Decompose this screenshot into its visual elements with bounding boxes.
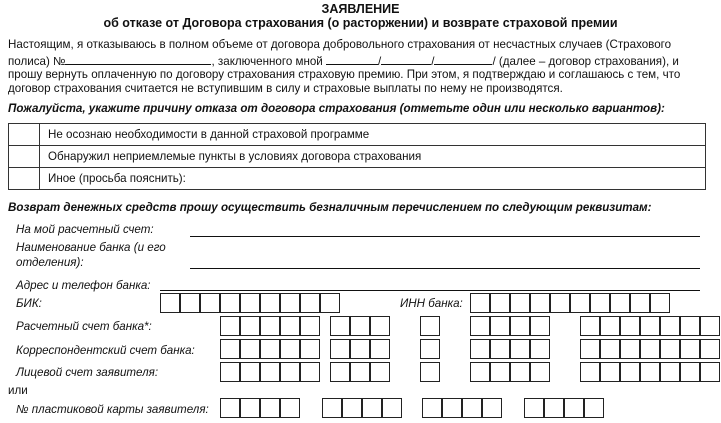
bank-account-digit-cell[interactable] (660, 316, 680, 336)
inn-digit-cell[interactable] (510, 293, 530, 313)
card-digit-cell[interactable] (482, 398, 502, 418)
bank-account-label: Расчетный счет банка*: (16, 320, 152, 333)
applicant-account-digit-cell[interactable] (330, 362, 350, 382)
card-digit-cell[interactable] (462, 398, 482, 418)
inn-digit-cell[interactable] (570, 293, 590, 313)
bank-account-digit-cell[interactable] (600, 316, 620, 336)
applicant-account-digit-cell[interactable] (620, 362, 640, 382)
inn-digit-cell[interactable] (590, 293, 610, 313)
applicant-account-digit-cell[interactable] (530, 362, 550, 382)
bank-account-digit-cell[interactable] (510, 316, 530, 336)
applicant-account-digit-cell[interactable] (600, 362, 620, 382)
bank-account-digit-cell[interactable] (260, 316, 280, 336)
corr-account-digit-cell[interactable] (600, 339, 620, 359)
bank-address-label: Адрес и телефон банка: (16, 279, 151, 292)
corr-account-digit-cell[interactable] (240, 339, 260, 359)
corr-account-digit-cell[interactable] (300, 339, 320, 359)
date-day-field[interactable] (326, 53, 378, 65)
applicant-account-digit-cell[interactable] (280, 362, 300, 382)
corr-account-digit-cell[interactable] (350, 339, 370, 359)
inn-label: ИНН банка: (400, 297, 463, 310)
corr-account-label: Корреспондентский счет банка: (16, 344, 195, 357)
inn-digit-cell[interactable] (610, 293, 630, 313)
corr-account-digit-cell[interactable] (660, 339, 680, 359)
document-subtitle: об отказе от Договора страхования (о расторжении) и возврате страховой премии (103, 16, 618, 30)
inn-digit-cell[interactable] (650, 293, 670, 313)
card-digit-cell[interactable] (544, 398, 564, 418)
inn-digit-cell[interactable] (630, 293, 650, 313)
applicant-account-digit-cell[interactable] (640, 362, 660, 382)
applicant-account-digit-cell[interactable] (580, 362, 600, 382)
inn-digit-cell[interactable] (490, 293, 510, 313)
bank-name-label-1: Наименование банка (и его (16, 241, 166, 254)
bank-account-digit-cell[interactable] (700, 316, 720, 336)
bank-account-digit-cell[interactable] (640, 316, 660, 336)
bik-digit-cell[interactable] (320, 293, 340, 313)
applicant-account-digit-cell[interactable] (300, 362, 320, 382)
corr-account-digit-cell[interactable] (640, 339, 660, 359)
card-digit-cell[interactable] (524, 398, 544, 418)
bik-digit-cell[interactable] (180, 293, 200, 313)
applicant-account-digit-cell[interactable] (350, 362, 370, 382)
card-digit-cell[interactable] (322, 398, 342, 418)
applicant-account-digit-cell[interactable] (470, 362, 490, 382)
bank-account-digit-cell[interactable] (300, 316, 320, 336)
reason-row (9, 124, 706, 146)
bank-account-digit-cell[interactable] (420, 316, 440, 336)
card-digit-cell[interactable] (382, 398, 402, 418)
corr-account-digit-cell[interactable] (420, 339, 440, 359)
applicant-account-label: Лицевой счет заявителя: (16, 366, 159, 379)
card-digit-cell[interactable] (280, 398, 300, 418)
reason-checkbox-1[interactable] (9, 124, 40, 146)
card-digit-cell[interactable] (564, 398, 584, 418)
card-digit-cell[interactable] (442, 398, 462, 418)
bik-digit-cell[interactable] (260, 293, 280, 313)
applicant-account-digit-cell[interactable] (240, 362, 260, 382)
bank-account-digit-cell[interactable] (530, 316, 550, 336)
bank-name-input-line[interactable] (190, 268, 700, 269)
applicant-account-digit-cell[interactable] (660, 362, 680, 382)
bank-account-digit-cell[interactable] (490, 316, 510, 336)
card-digit-cell[interactable] (422, 398, 442, 418)
bank-account-digit-cell[interactable] (680, 316, 700, 336)
corr-account-digit-cell[interactable] (700, 339, 720, 359)
card-digit-cell[interactable] (342, 398, 362, 418)
reason-label-2: Обнаружил неприемлемые пункты в условиях договора страхования (40, 146, 706, 168)
inn-digit-cell[interactable] (550, 293, 570, 313)
account-label: На мой расчетный счет: (16, 223, 154, 236)
card-digit-cell[interactable] (240, 398, 260, 418)
bik-digit-cell[interactable] (200, 293, 220, 313)
bik-digit-cell[interactable] (280, 293, 300, 313)
corr-account-digit-cell[interactable] (580, 339, 600, 359)
bank-name-label-2: отделения): (16, 256, 84, 269)
or-label: или (8, 384, 28, 397)
card-label: № пластиковой карты заявителя: (16, 403, 209, 416)
intro-line-2: полиса) № , заключенного мной / / / (далее – договор страхования), и (8, 55, 679, 68)
applicant-account-digit-cell[interactable] (420, 362, 440, 382)
applicant-account-digit-cell[interactable] (510, 362, 530, 382)
refund-heading: Возврат денежных средств прошу осуществить безналичным перечислением по следующим реквизитам: (8, 201, 652, 214)
reason-label-1: Не осознаю необходимости в данной страховой программе (40, 124, 706, 146)
applicant-account-digit-cell[interactable] (370, 362, 390, 382)
bank-account-digit-cell[interactable] (580, 316, 600, 336)
card-digit-cell[interactable] (584, 398, 604, 418)
bank-account-digit-cell[interactable] (240, 316, 260, 336)
reason-row (9, 168, 706, 190)
date-month-field[interactable] (381, 53, 431, 65)
date-year-field[interactable] (434, 53, 492, 65)
corr-account-digit-cell[interactable] (220, 339, 240, 359)
applicant-account-digit-cell[interactable] (680, 362, 700, 382)
reason-checkbox-2[interactable] (9, 146, 40, 168)
bank-account-digit-cell[interactable] (330, 316, 350, 336)
bik-label: БИК: (16, 297, 42, 310)
reasons-heading: Пожалуйста, укажите причину отказа от договора страхования (отметьте один или несколько вариантов): (8, 102, 665, 115)
inn-digit-cell[interactable] (530, 293, 550, 313)
reason-checkbox-3[interactable] (9, 168, 40, 190)
policy-number-field[interactable] (65, 53, 211, 65)
corr-account-digit-cell[interactable] (490, 339, 510, 359)
corr-account-digit-cell[interactable] (470, 339, 490, 359)
bank-account-digit-cell[interactable] (620, 316, 640, 336)
bank-account-digit-cell[interactable] (370, 316, 390, 336)
corr-account-digit-cell[interactable] (510, 339, 530, 359)
card-digit-cell[interactable] (260, 398, 280, 418)
corr-account-digit-cell[interactable] (680, 339, 700, 359)
bik-digit-cell[interactable] (160, 293, 180, 313)
inn-digit-cell[interactable] (470, 293, 490, 313)
corr-account-digit-cell[interactable] (280, 339, 300, 359)
account-input-line[interactable] (190, 236, 700, 237)
bank-address-input-line[interactable] (160, 290, 700, 291)
corr-account-digit-cell[interactable] (620, 339, 640, 359)
bik-digit-cell[interactable] (240, 293, 260, 313)
applicant-account-digit-cell[interactable] (260, 362, 280, 382)
bank-account-digit-cell[interactable] (280, 316, 300, 336)
bank-account-digit-cell[interactable] (220, 316, 240, 336)
document-title: ЗАЯВЛЕНИЕ (321, 2, 400, 16)
bank-account-digit-cell[interactable] (350, 316, 370, 336)
reasons-table (8, 123, 706, 190)
reason-row (9, 146, 706, 168)
corr-account-digit-cell[interactable] (370, 339, 390, 359)
corr-account-digit-cell[interactable] (260, 339, 280, 359)
intro-line-4: договор страхования считается не вступившим в силу и страховые выплаты по нему не производятся. (8, 82, 563, 95)
bik-digit-cell[interactable] (300, 293, 320, 313)
applicant-account-digit-cell[interactable] (220, 362, 240, 382)
corr-account-digit-cell[interactable] (530, 339, 550, 359)
applicant-account-digit-cell[interactable] (700, 362, 720, 382)
card-digit-cell[interactable] (220, 398, 240, 418)
card-digit-cell[interactable] (362, 398, 382, 418)
bank-account-digit-cell[interactable] (470, 316, 490, 336)
intro-line-3: прошу вернуть оплаченную по договору страхования страховую премию. При этом, я подтверждаю и соглашаюсь с тем, что (8, 68, 681, 81)
bik-digit-cell[interactable] (220, 293, 240, 313)
applicant-account-digit-cell[interactable] (490, 362, 510, 382)
reason-label-3: Иное (просьба пояснить): (40, 168, 706, 190)
intro-line-1: Настоящим, я отказываюсь в полном объеме от договора добровольного страхования от несчастных случаев (Страхового (8, 38, 672, 51)
corr-account-digit-cell[interactable] (330, 339, 350, 359)
